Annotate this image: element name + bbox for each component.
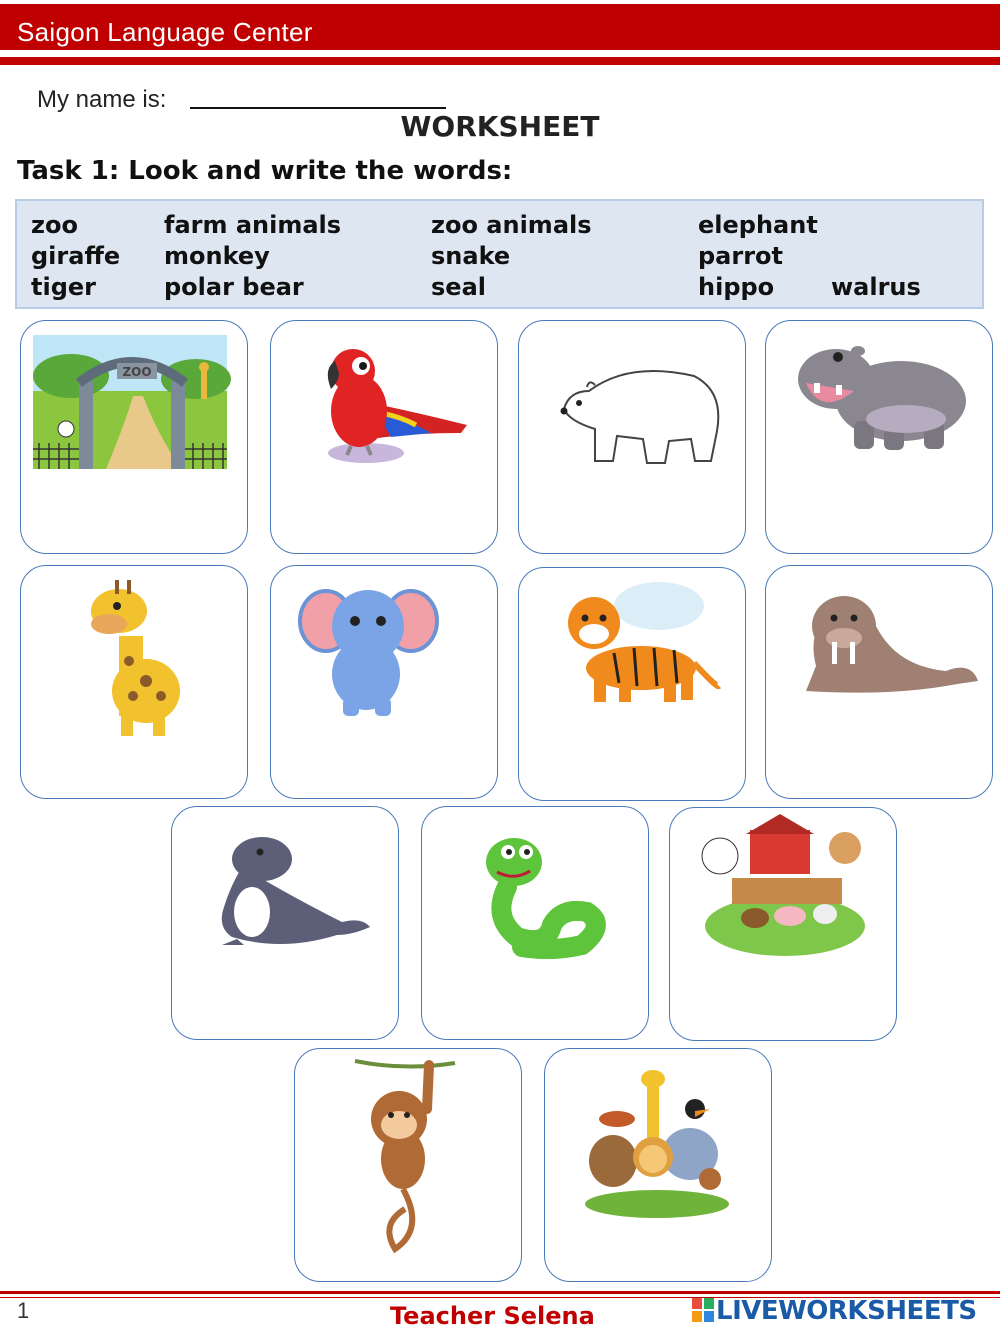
- word-bank-item: zoo: [31, 211, 78, 239]
- picture-card-snake[interactable]: [421, 806, 649, 1040]
- monkey-picture: [295, 1049, 523, 1283]
- teacher-name: Teacher Selena: [390, 1302, 595, 1330]
- picture-card-seal[interactable]: [171, 806, 399, 1040]
- word-bank-item: parrot: [698, 242, 784, 270]
- liveworksheets-icon: [692, 1298, 714, 1322]
- zoo-picture: [21, 321, 249, 555]
- liveworksheets-brand: LIVEWORKSHEETS: [716, 1296, 977, 1326]
- word-bank-item: giraffe: [31, 242, 121, 270]
- picture-card-zoo-animals[interactable]: [544, 1048, 772, 1282]
- footer-divider: [0, 1291, 1000, 1294]
- picture-card-zoo[interactable]: [20, 320, 248, 554]
- picture-card-parrot[interactable]: [270, 320, 498, 554]
- name-label: My name is:: [37, 86, 167, 113]
- tiger-picture: [519, 568, 747, 802]
- picture-card-hippo[interactable]: [765, 320, 993, 554]
- picture-card-monkey[interactable]: [294, 1048, 522, 1282]
- picture-card-farm-animals[interactable]: [669, 807, 897, 1041]
- word-bank-item: walrus: [831, 273, 921, 301]
- seal-picture: [172, 807, 400, 1041]
- picture-card-tiger[interactable]: [518, 567, 746, 801]
- word-bank-item: seal: [431, 273, 486, 301]
- word-bank-item: monkey: [164, 242, 270, 270]
- word-bank-item: zoo animals: [431, 211, 592, 239]
- word-bank: [15, 199, 984, 309]
- word-bank-item: farm animals: [164, 211, 342, 239]
- elephant-picture: [271, 566, 499, 800]
- school-name: Saigon Language Center: [17, 17, 313, 47]
- walrus-picture: [766, 566, 994, 800]
- word-bank-item: snake: [431, 242, 511, 270]
- picture-card-walrus[interactable]: [765, 565, 993, 799]
- svg-text:ZOO: ZOO: [122, 365, 152, 379]
- word-bank-item: polar bear: [164, 273, 304, 301]
- hippo-picture: [766, 321, 994, 555]
- worksheet-title: WORKSHEET: [400, 110, 600, 143]
- zoo-animals-picture: [545, 1049, 773, 1283]
- picture-card-polar-bear[interactable]: [518, 320, 746, 554]
- polar-bear-picture: [519, 321, 747, 555]
- picture-card-giraffe[interactable]: [20, 565, 248, 799]
- picture-card-elephant[interactable]: [270, 565, 498, 799]
- parrot-picture: [271, 321, 499, 555]
- word-bank-item: tiger: [31, 273, 96, 301]
- word-bank-item: hippo: [698, 273, 775, 301]
- header-bar: [0, 4, 1000, 50]
- snake-picture: [422, 807, 650, 1041]
- farm-animals-picture: [670, 808, 898, 1042]
- page-number: 1: [17, 1298, 30, 1323]
- name-input-line[interactable]: [190, 107, 446, 109]
- giraffe-picture: [21, 566, 249, 800]
- header-divider: [0, 57, 1000, 65]
- task-heading: Task 1: Look and write the words:: [17, 156, 513, 186]
- word-bank-item: elephant: [698, 211, 818, 239]
